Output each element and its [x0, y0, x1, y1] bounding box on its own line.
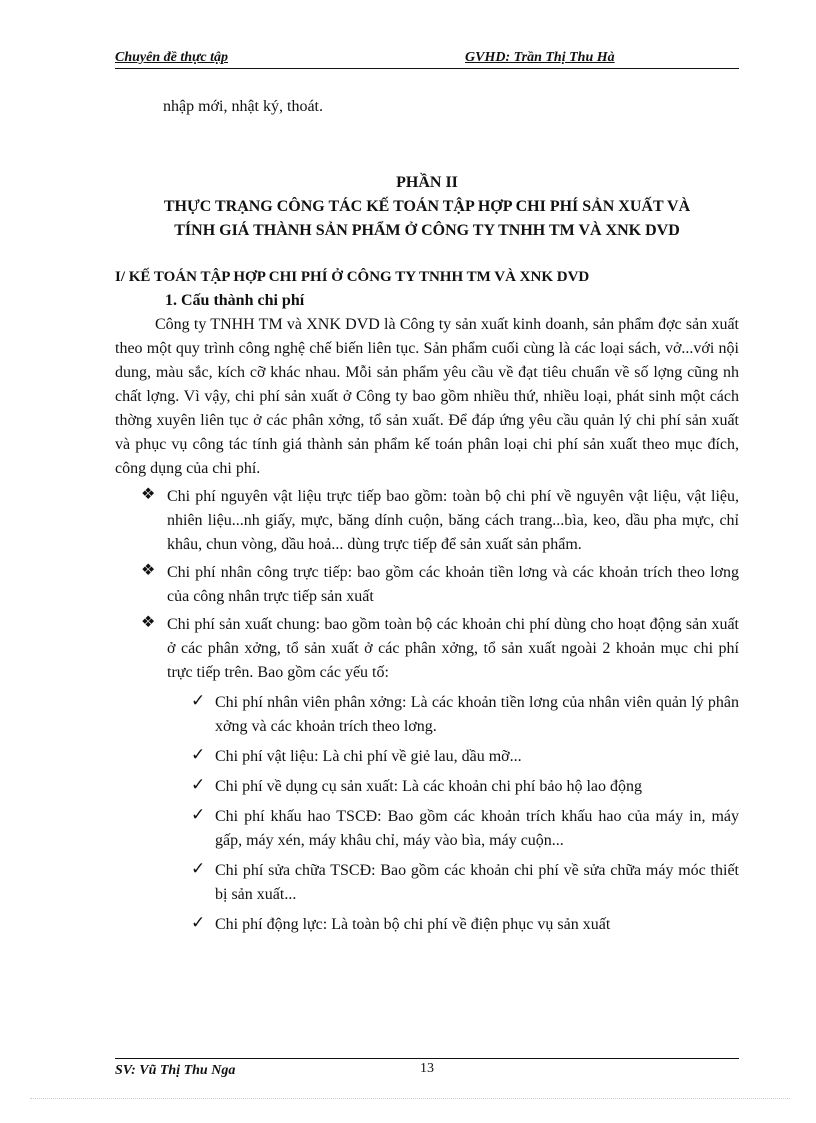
section-heading: I/ KẾ TOÁN TẬP HỢP CHI PHÍ Ở CÔNG TY TNHH TM VÀ XNK DVD	[115, 269, 590, 285]
sub-list-item	[115, 805, 739, 853]
sub-list-item-text: Chi phí khấu hao TSCĐ: Bao gồm các khoản trích khấu hao của máy in, máy gấp, máy xén, máy khâu chỉ, máy vào bìa, máy cuộn...	[215, 808, 739, 849]
sub-list-item-text: Chi phí vật liệu: Là chi phí về giẻ lau, dầu mỡ...	[215, 748, 522, 765]
page-header	[115, 48, 739, 69]
header-course-title: Chuyên đề thực tập	[115, 50, 229, 65]
part-title-line2: TÍNH GIÁ THÀNH SẢN PHẨM Ở CÔNG TY TNHH TM VÀ XNK DVD	[174, 222, 680, 239]
header-supervisor: GVHD: Trần Thị Thu Hà	[465, 50, 615, 65]
overhead-element-list	[115, 691, 739, 937]
sub-list-item	[115, 775, 739, 799]
check-icon: ✓	[191, 805, 206, 824]
subsection-heading: 1. Cấu thành chi phí	[165, 292, 305, 309]
sub-list-item-text: Chi phí nhân viên phân xởng: Là các khoản tiền lơng của nhân viên quản lý phân xởng và các khoản trích theo lơng.	[215, 694, 739, 735]
part-label: PHẦN II	[396, 174, 458, 191]
check-icon: ✓	[191, 913, 206, 932]
sub-list-item-text: Chi phí sửa chữa TSCĐ: Bao gồm các khoản chi phí về sửa chữa máy móc thiết bị sản xuất...	[215, 862, 739, 903]
cost-category-list	[115, 485, 739, 937]
continuation-text: nhập mới, nhật ký, thoát.	[163, 98, 323, 115]
diamond-bullet-icon: ❖	[141, 562, 156, 579]
diamond-bullet-icon: ❖	[141, 614, 156, 631]
list-item-text: Chi phí sản xuất chung: bao gồm toàn bộ các khoản chi phí dùng cho hoạt động sản xuất ở các phân xởng, tổ sản xuất ở các phân xởng, tổ sản xuất ngoài 2 khoản mục chi phí trực tiếp trên. Bao gồm các yếu tố:	[167, 616, 739, 681]
footer-student-name: SV: Vũ Thị Thu Nga	[115, 1063, 236, 1078]
check-icon: ✓	[191, 859, 206, 878]
sub-list-item-text: Chi phí về dụng cụ sản xuất: Là các khoản chi phí bảo hộ lao động	[215, 778, 643, 795]
check-icon: ✓	[191, 745, 206, 764]
bottom-dotted-divider	[30, 1098, 790, 1099]
list-item	[115, 485, 739, 557]
sub-list-item-text: Chi phí động lực: Là toàn bộ chi phí về điện phục vụ sản xuất	[215, 916, 611, 933]
sub-list-item	[115, 691, 739, 739]
list-item-text: Chi phí nguyên vật liệu trực tiếp bao gồm: toàn bộ chi phí về nguyên vật liệu, vật liệu, nhiên liệu...nh giấy, mực, băng dính cuộn, băng cách trang...bìa, keo, dầu pha mực, chỉ khâu, chun vòng, dầu hoả... dùng trực tiếp để sản xuất sản phẩm.	[167, 488, 739, 553]
sub-list-item	[115, 913, 739, 937]
list-item	[115, 561, 739, 609]
diamond-bullet-icon: ❖	[141, 486, 156, 503]
part-title-line1: THỰC TRẠNG CÔNG TÁC KẾ TOÁN TẬP HỢP CHI PHÍ SẢN XUẤT VÀ	[163, 198, 691, 215]
body-paragraph: Công ty TNHH TM và XNK DVD là Công ty sản xuất kinh doanh, sản phẩm đợc sản xuất theo một quy trình công nghệ chế biến liên tục. Sản phẩm cuối cùng là các loại sách, vở...với nội dung, màu sắc, kích cỡ khác nhau. Mỗi sản phẩm yêu cầu về đạt tiêu chuẩn về số lợng cũng nh chất lợng. Vì vậy, chi phí sản xuất ở Công ty bao gồm nhiều thứ, nhiều loại, phát sinh một cách thờng xuyên liên tục ở các phân xởng, tổ sản xuất. Để đáp ứng yêu cầu quản lý chi phí sản xuất và phục vụ công tác tính giá thành sản phẩm kế toán phân loại chi phí sản xuất theo mục đích, công dụng của chi phí.	[115, 316, 739, 477]
list-item-text: Chi phí nhân công trực tiếp: bao gồm các khoản tiền lơng và các khoản trích theo lơng của công nhân trực tiếp sản xuất	[167, 564, 739, 605]
check-icon: ✓	[191, 775, 206, 794]
page-footer	[115, 1058, 739, 1081]
page-number: 13	[420, 1061, 434, 1076]
page-content	[115, 95, 739, 937]
check-icon: ✓	[191, 691, 206, 710]
list-item	[115, 613, 739, 937]
sub-list-item	[115, 859, 739, 907]
part-title-block	[115, 171, 739, 243]
sub-list-item	[115, 745, 739, 769]
